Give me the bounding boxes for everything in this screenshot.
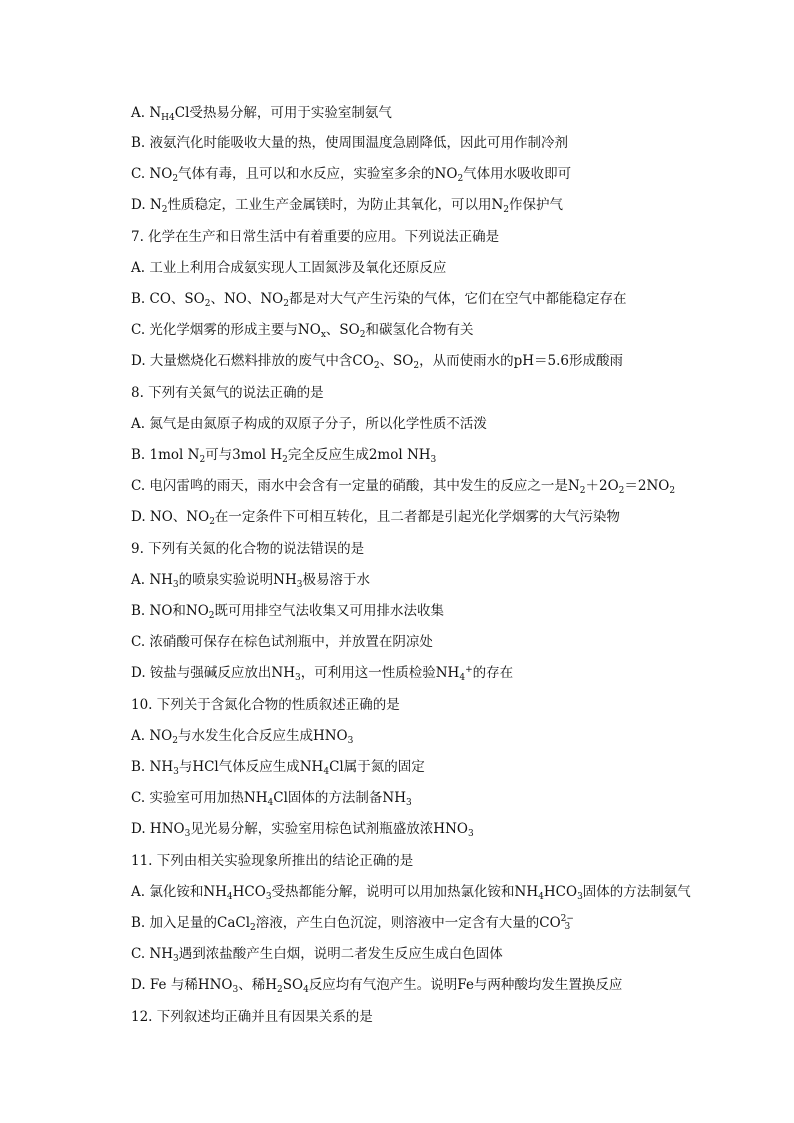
text-run: Cl受热易分解，可用于实验室制氨气	[174, 105, 392, 121]
q11-stem	[131, 851, 731, 871]
text-run: A. 氮气是由氮原子构成的双原子分子，所以化学性质不活泼	[131, 416, 487, 432]
text-run: C. 光化学烟雾的形成主要与NO	[131, 322, 321, 338]
q6-option-b	[131, 133, 731, 153]
subscript: H	[161, 113, 170, 123]
subscript: 3	[173, 767, 179, 777]
text-run: 遇到浓盐酸产生白烟，说明二者发生反应生成白色固体	[178, 946, 503, 962]
q8-stem	[131, 383, 731, 403]
q7-stem	[131, 227, 731, 247]
q7-option-a	[131, 258, 731, 278]
text-run: A. 工业上利用合成氨实现人工固氮涉及氧化还原反应	[131, 260, 447, 276]
subscript: 2	[199, 455, 206, 465]
text-run: ，从而使雨水的pH＝5.6形成酸雨	[419, 353, 624, 369]
superscript: +	[465, 665, 473, 675]
text-run: B. NO和NO	[131, 603, 209, 619]
subscript: 4	[323, 767, 330, 777]
q9-option-a	[131, 570, 731, 590]
text-run: 气体用水吸收即可	[463, 166, 572, 182]
q10-stem	[131, 695, 731, 715]
text-run: 、稀H	[238, 977, 278, 993]
text-run: 见光易分解，实验室用棕色试剂瓶盛放浓HNO	[190, 821, 468, 837]
ion-charge: 2−	[560, 914, 574, 924]
q7-option-d	[131, 351, 731, 371]
subscript: 3	[430, 455, 437, 465]
text-run: 都是对大气产生污染的气体，它们在空气中都能稳定存在	[288, 291, 627, 307]
text-run: 性质稳定，工业生产金属镁时，为防止其氧化，可以用N	[167, 197, 504, 213]
q9-option-b	[131, 601, 731, 621]
q8-option-b	[131, 445, 731, 465]
subscript: 3	[577, 892, 583, 902]
subscript: 2	[204, 299, 211, 309]
q11-option-b	[131, 913, 731, 933]
text-run: 9. 下列有关氮的化合物的说法错误的是	[131, 541, 365, 557]
subscript: 3	[184, 829, 191, 839]
text-run: C. NH	[131, 946, 174, 962]
text-run: ＝2NO	[624, 478, 670, 494]
text-run: 与水发生化合反应生成HNO	[177, 728, 348, 744]
text-run: 可与3mol H	[205, 447, 283, 463]
text-run: 11. 下列由相关实验现象所推出的结论正确的是	[131, 853, 414, 869]
subscript: 3	[295, 673, 301, 683]
subscript: 2	[618, 486, 625, 496]
subscript: 4	[459, 673, 466, 683]
subscript: 2	[161, 205, 168, 215]
q6-option-d	[131, 195, 731, 215]
q11-option-c	[131, 944, 731, 964]
text-run: ＋2O	[585, 478, 619, 494]
text-run: 10. 下列关于含氮化合物的性质叙述正确的是	[131, 697, 400, 713]
text-run: 既可用排空气法收集又可用排水法收集	[214, 603, 444, 619]
text-run: 气体有毒，且可以和水反应，实验室多余的NO	[178, 166, 458, 182]
text-run: A. NO	[131, 728, 173, 744]
q8-option-c	[131, 476, 731, 496]
q10-option-a	[131, 726, 731, 746]
subscript: 3	[173, 954, 179, 964]
text-run: A. NH	[131, 572, 173, 588]
subscript: 4	[538, 892, 544, 902]
subscript: 2	[250, 923, 256, 933]
text-run: D. 铵盐与强碱反应放出NH	[131, 665, 296, 681]
text-run: 溶液，产生白色沉淀，则溶液中一定含有大量的CO	[255, 915, 561, 931]
text-run: HCO	[543, 884, 578, 900]
ion-charge-stack	[561, 915, 574, 931]
text-run: B. NH	[131, 759, 174, 775]
subscript: 3	[347, 736, 354, 746]
text-run: 在一定条件下可相互转化，且二者都是引起光化学烟雾的大气污染物	[214, 509, 620, 525]
text-run: A. 氯化铵和NH	[131, 884, 227, 900]
subscript: 3	[406, 798, 412, 808]
subscript: 3	[265, 892, 272, 902]
q10-option-c	[131, 788, 731, 808]
text-run: C. NO	[131, 166, 173, 182]
subscript: 2	[277, 985, 283, 995]
subscript: 2	[579, 486, 586, 496]
subscript: 2	[209, 517, 215, 527]
text-run: 、SO	[379, 353, 414, 369]
text-run: B. 液氨汽化时能吸收大量的热，使周围温度急剧降低，因此可用作制冷剂	[131, 135, 569, 151]
text-run: 、NO、NO	[210, 291, 284, 307]
q10-option-d	[131, 819, 731, 839]
text-run: 12. 下列叙述均正确并且有因果关系的是	[131, 1009, 373, 1025]
q9-option-c	[131, 632, 731, 652]
text-run: B. 1mol N	[131, 447, 200, 463]
text-run: 7. 化学在生产和日常生活中有着重要的应用。下列说法正确是	[131, 229, 500, 245]
text-run: 的喷泉实验说明NH	[178, 572, 297, 588]
subscript: 2	[359, 330, 366, 340]
text-run: 与HCl气体反应生成NH	[178, 759, 324, 775]
q7-option-b	[131, 289, 731, 309]
text-run: SO	[282, 977, 304, 993]
text-run: 、SO	[325, 322, 360, 338]
text-run: 固体的方法制氨气	[582, 884, 691, 900]
text-run: 和碳氢化合物有关	[365, 322, 474, 338]
subscript: 4	[303, 985, 309, 995]
q6-option-c	[131, 164, 731, 184]
q9-stem	[131, 539, 731, 559]
subscript: 2	[282, 455, 288, 465]
text-run: 的存在	[472, 665, 514, 681]
q6-option-a	[131, 103, 731, 123]
q7-option-c	[131, 320, 731, 340]
subscript: 2	[172, 174, 179, 184]
q11-option-d	[131, 975, 731, 995]
text-run: D. N	[131, 197, 162, 213]
text-run: D. 大量燃烧化石燃料排放的废气中含CO	[131, 353, 374, 369]
text-run: 完全反应生成2mol NH	[287, 447, 431, 463]
text-run: D. Fe 与稀HNO	[131, 977, 233, 993]
subscript: 3	[172, 580, 179, 590]
subscript: 2	[503, 205, 510, 215]
subscript: 2	[413, 361, 420, 371]
text-run: D. NO、NO	[131, 509, 210, 525]
subscript: 2	[283, 299, 289, 309]
subscript: 2	[457, 174, 464, 184]
text-run: B. CO、SO	[131, 291, 205, 307]
text-run: 极易溶于水	[302, 572, 370, 588]
subscript: 2	[172, 736, 178, 746]
subscript: 3	[467, 829, 474, 839]
q12-stem	[131, 1007, 731, 1027]
subscript: 4	[226, 892, 233, 902]
text-run: Cl属于氮的固定	[329, 759, 425, 775]
q9-option-d	[131, 663, 731, 683]
text-run: C. 电闪雷鸣的雨天，雨水中会含有一定量的硝酸，其中发生的反应之一是N	[131, 478, 580, 494]
text-run: Cl固体的方法制备NH	[273, 790, 406, 806]
text-run: A. N	[131, 105, 162, 121]
text-run: HCO	[232, 884, 266, 900]
q11-option-a	[131, 882, 731, 902]
text-run: 受热都能分解，说明可以用加热氯化铵和NH	[271, 884, 539, 900]
text-run: 反应均有气泡产生。说明Fe与两种酸均发生置换反应	[308, 977, 623, 993]
text-run: B. 加入足量的CaCl	[131, 915, 251, 931]
q8-option-d	[131, 507, 731, 527]
ion-subscript: 3	[564, 922, 571, 932]
text-run: 作保护气	[509, 197, 564, 213]
subscript: 4	[267, 798, 274, 808]
q10-option-b	[131, 757, 731, 777]
text-run: D. HNO	[131, 821, 185, 837]
subscript: 2	[373, 361, 380, 371]
subscript: 2	[669, 486, 676, 496]
q8-option-a	[131, 414, 731, 434]
text-run: C. 浓硝酸可保存在棕色试剂瓶中，并放置在阴凉处	[131, 634, 433, 650]
text-run: 8. 下列有关氮气的说法正确的是	[131, 385, 324, 401]
subscript: 3	[296, 580, 303, 590]
subscript: x	[320, 330, 326, 340]
text-run: ，可利用这一性质检验NH	[300, 665, 460, 681]
subscript: 4	[169, 113, 175, 123]
text-run: C. 实验室可用加热NH	[131, 790, 268, 806]
subscript: 2	[208, 611, 215, 621]
subscript: 3	[232, 985, 239, 995]
